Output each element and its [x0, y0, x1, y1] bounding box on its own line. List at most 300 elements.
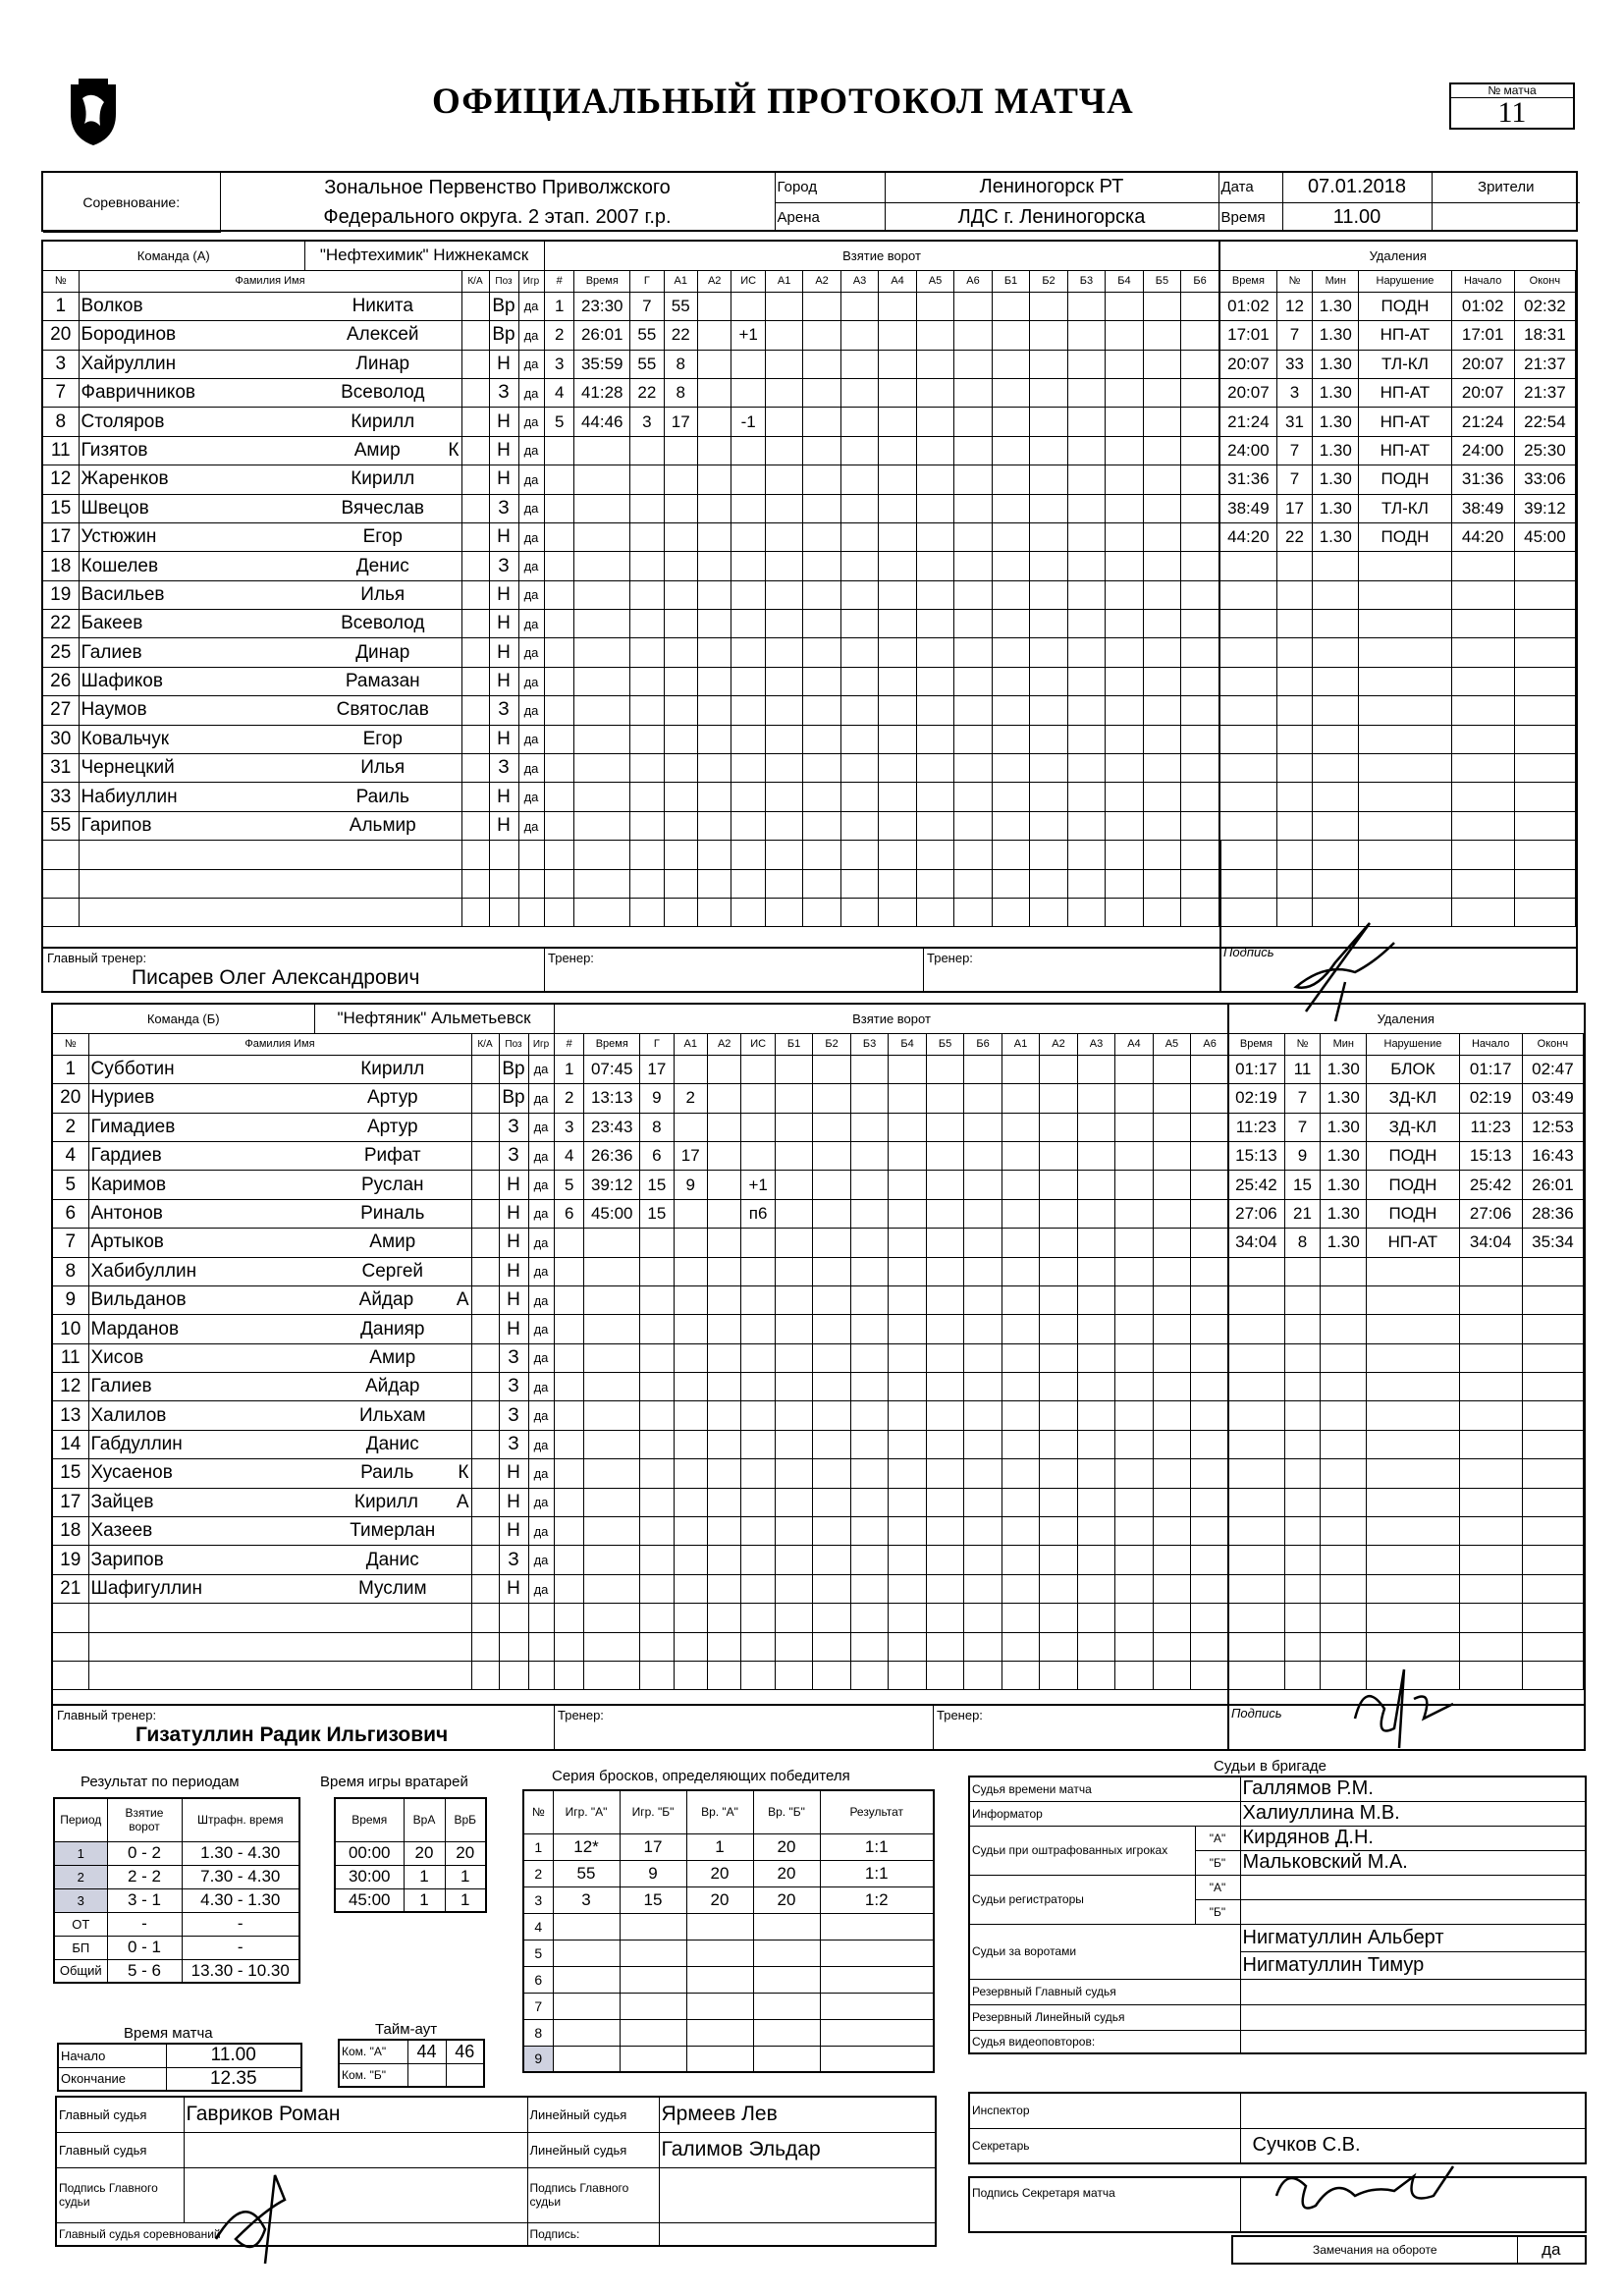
pen-col: Начало	[1451, 270, 1514, 292]
goal-cell	[1181, 350, 1219, 378]
goal-cell	[889, 1141, 926, 1170]
goalie-cell: 45:00	[335, 1888, 404, 1912]
penalty-cell: 45:00	[1514, 522, 1575, 551]
penalty-cell: 1.30	[1313, 292, 1359, 320]
player-first-name: Кирилл А	[314, 1488, 471, 1516]
goal-cell	[1115, 1055, 1153, 1083]
shootout-cell: 1	[523, 1833, 553, 1860]
player-pos	[489, 899, 518, 927]
player-no: 8	[43, 408, 79, 436]
goal-cell	[1181, 321, 1219, 350]
goal-cell: 5	[555, 1171, 584, 1199]
informer: Халиуллина М.В.	[1240, 1801, 1586, 1826]
penalty-row	[1220, 436, 1576, 465]
goal-cell: 17	[640, 1055, 674, 1083]
shootout-cell	[620, 1966, 686, 1993]
goal-cell	[1001, 1113, 1039, 1141]
goal-row	[555, 1401, 1229, 1430]
timeout-a-2: 46	[446, 2040, 484, 2063]
penalty-cell: 02:47	[1522, 1055, 1583, 1083]
player-last-name	[79, 869, 304, 898]
goal-cell: 1	[545, 292, 574, 320]
goal-row	[545, 725, 1219, 753]
reserve-main-label: Резервный Главный судья	[969, 1979, 1240, 2004]
player-no: 21	[53, 1574, 88, 1603]
goal-cell	[697, 378, 731, 407]
shootout-row	[523, 1966, 934, 1993]
player-played	[518, 899, 544, 927]
goal-cell	[964, 1171, 1001, 1199]
penalty-cell: 1.30	[1321, 1055, 1367, 1083]
goal-cell	[1067, 292, 1105, 320]
goal-col: А1	[1001, 1033, 1039, 1055]
pen-col: Нарушение	[1367, 1033, 1459, 1055]
player-first-name: Алексей	[304, 321, 461, 350]
player-last-name: Зарипов	[88, 1546, 314, 1574]
player-last-name: Галиев	[88, 1373, 314, 1401]
goal-cell	[697, 350, 731, 378]
goal-cell	[765, 408, 802, 436]
player-played: да	[528, 1199, 554, 1228]
team-b-goals	[554, 1005, 1271, 1690]
penalty-cell: 16:43	[1522, 1141, 1583, 1170]
penalty-row	[1228, 1285, 1584, 1314]
penalty-cell: 1.30	[1313, 350, 1359, 378]
goal-cell: 5	[545, 408, 574, 436]
player-pos	[499, 1632, 528, 1661]
player-last-name: Набиуллин	[79, 783, 304, 811]
shootout-cell: 17	[620, 1833, 686, 1860]
penalty-cell: 17	[1276, 494, 1312, 522]
player-first-name: Айдар А	[314, 1285, 471, 1314]
goalie-cell: 1	[404, 1865, 445, 1888]
player-pos: З	[499, 1401, 528, 1430]
pen-col: Оконч	[1514, 270, 1575, 292]
reg-b-tag: "Б"	[1195, 1899, 1240, 1924]
shootout-row	[523, 1886, 934, 1913]
player-last-name: Чернецкий	[79, 754, 304, 783]
goalies-title: Время игры вратарей	[320, 1774, 468, 1790]
player-played: да	[518, 350, 544, 378]
player-pos: З	[489, 754, 518, 783]
time-label: Время	[1218, 202, 1282, 232]
goal-row	[545, 869, 1219, 898]
goal-cell: 7	[630, 292, 664, 320]
shootout-cell: 9	[523, 2046, 553, 2072]
player-last-name: Васильев	[79, 580, 304, 609]
penalty-cell: 20:07	[1220, 378, 1277, 407]
pen-col: Время	[1220, 270, 1277, 292]
goal-cell	[954, 321, 992, 350]
penalty-cell: 21:24	[1451, 408, 1514, 436]
player-pos: З	[499, 1141, 528, 1170]
player-pos: Н	[489, 436, 518, 465]
goal-cell	[1115, 1171, 1153, 1199]
player-row	[43, 292, 544, 320]
goal-col: А1	[664, 270, 697, 292]
shootout-cell: 1:1	[820, 1833, 934, 1860]
goal-cell: 15	[640, 1199, 674, 1228]
goal-cell	[707, 1141, 740, 1170]
team_a-name: "Нефтехимик" Нижнекамск	[304, 242, 544, 270]
goal-cell: 26:36	[584, 1141, 640, 1170]
player-row	[43, 350, 544, 378]
col-igr: Игр	[528, 1033, 554, 1055]
player-row	[43, 408, 544, 436]
goalie-cell: 1	[445, 1865, 486, 1888]
player-first-name	[304, 899, 461, 927]
player-last-name: Наумов	[79, 696, 304, 725]
player-last-name: Гардиев	[88, 1141, 314, 1170]
player-no: 7	[53, 1229, 88, 1257]
penalty-cell: 7	[1276, 321, 1312, 350]
goal-cell	[1067, 378, 1105, 407]
shootout-cell	[820, 1966, 934, 1993]
player-ka: А	[456, 1491, 469, 1512]
goal-cell	[992, 350, 1029, 378]
goal-cell: 15	[640, 1171, 674, 1199]
player-last-name: Гарипов	[79, 811, 304, 840]
player-row	[53, 1199, 554, 1228]
shootout-cell	[553, 2019, 620, 2046]
goal-col: А2	[803, 270, 840, 292]
penalty-cell: 38:49	[1451, 494, 1514, 522]
pens-title: Удаления	[1228, 1005, 1584, 1033]
shootout-cell: 20	[753, 1833, 820, 1860]
goal-cell	[1191, 1171, 1229, 1199]
penalty-row	[1220, 841, 1576, 869]
player-played: да	[528, 1315, 554, 1343]
penalty-cell: 21:37	[1514, 350, 1575, 378]
player-last-name: Жаренков	[79, 465, 304, 494]
penalty-cell: 9	[1284, 1141, 1320, 1170]
player-pos: З	[489, 494, 518, 522]
player-first-name: Всеволод	[304, 378, 461, 407]
player-last-name: Артыков	[88, 1229, 314, 1257]
penalty-row	[1220, 321, 1576, 350]
player-no: 18	[43, 552, 79, 580]
penbox-b: Мальковский М.А.	[1240, 1850, 1586, 1875]
col-no: №	[53, 1033, 88, 1055]
shootout-cell	[753, 2046, 820, 2072]
period-pens-col: Штрафн. время	[182, 1798, 299, 1841]
goal-cell: 07:45	[584, 1055, 640, 1083]
goal-col: Б2	[1030, 270, 1067, 292]
goal-cell	[1077, 1171, 1114, 1199]
player-row	[43, 494, 544, 522]
player-no: 6	[53, 1199, 88, 1228]
shootout-cell	[686, 1940, 753, 1966]
player-last-name	[79, 841, 304, 869]
penalty-cell: 7	[1276, 465, 1312, 494]
penalty-row	[1228, 1517, 1584, 1546]
goal-cell: 4	[545, 378, 574, 407]
goal-cell	[1067, 408, 1105, 436]
goal-cell: 4	[555, 1141, 584, 1170]
player-pos: Н	[499, 1459, 528, 1488]
player-played: да	[518, 292, 544, 320]
player-no: 10	[53, 1315, 88, 1343]
period-col: Период	[54, 1798, 107, 1841]
secretary: Сучков С.В.	[1240, 2128, 1586, 2163]
player-last-name	[79, 899, 304, 927]
goal-row	[545, 754, 1219, 783]
penalty-row	[1228, 1574, 1584, 1603]
goal-cell	[926, 1055, 963, 1083]
player-row	[53, 1546, 554, 1574]
player-last-name: Гимадиев	[88, 1113, 314, 1141]
col-name: Фамилия Имя	[88, 1033, 471, 1055]
player-no: 27	[43, 696, 79, 725]
penalty-cell: 1.30	[1321, 1113, 1367, 1141]
penalty-cell: 1.30	[1321, 1199, 1367, 1228]
penalty-cell: ПОДН	[1367, 1171, 1459, 1199]
goal-cell	[916, 408, 953, 436]
player-last-name: Хазеев	[88, 1517, 314, 1546]
goal-cell: 22	[630, 378, 664, 407]
penalty-cell: 15:13	[1228, 1141, 1285, 1170]
penalty-cell: НП-АТ	[1367, 1229, 1459, 1257]
timeout-b-2	[446, 2063, 484, 2087]
penalty-cell: НП-АТ	[1359, 378, 1451, 407]
goal-cell: 55	[664, 292, 697, 320]
player-last-name: Бакеев	[79, 610, 304, 638]
team_b-label: Команда (Б)	[53, 1005, 314, 1033]
penalty-row	[1228, 1343, 1584, 1372]
goal-cell	[1001, 1171, 1039, 1199]
goal-cell	[926, 1141, 963, 1170]
player-first-name: Илья	[304, 754, 461, 783]
goal-row	[545, 783, 1219, 811]
goal-col: ИС	[741, 1033, 775, 1055]
player-played: да	[528, 1488, 554, 1516]
goal-col: ИС	[731, 270, 765, 292]
goal-cell	[1077, 1084, 1114, 1113]
goal-cell	[1143, 408, 1180, 436]
team-a-block	[41, 240, 1578, 993]
period-cell: -	[182, 1912, 299, 1936]
goal-col: А1	[674, 1033, 707, 1055]
player-no: 20	[43, 321, 79, 350]
shootout-cell	[753, 2019, 820, 2046]
pen-col: Нарушение	[1359, 270, 1451, 292]
penalty-cell: 02:32	[1514, 292, 1575, 320]
penalty-cell: 25:42	[1459, 1171, 1522, 1199]
goal-cell	[765, 292, 802, 320]
goal-row	[555, 1546, 1229, 1574]
goal-cell	[992, 408, 1029, 436]
team-b-trainer2-label: Тренер:	[937, 1708, 983, 1722]
penalty-cell: 20:07	[1451, 378, 1514, 407]
goals-title: Взятие ворот	[545, 242, 1219, 270]
penalty-cell: 02:19	[1459, 1084, 1522, 1113]
player-row	[43, 580, 544, 609]
period-cell: 13.30 - 10.30	[182, 1959, 299, 1983]
player-first-name: Кирилл	[314, 1055, 471, 1083]
goal-row	[545, 494, 1219, 522]
goal-cell: 23:30	[574, 292, 630, 320]
penalty-row	[1228, 1401, 1584, 1430]
player-row	[43, 754, 544, 783]
goal-col: А5	[1153, 1033, 1190, 1055]
goalie-cell: 1	[404, 1888, 445, 1912]
shootout-cell	[620, 1993, 686, 2019]
penalty-cell: 02:19	[1228, 1084, 1285, 1113]
penbox-a-tag: "А"	[1195, 1826, 1240, 1850]
penalty-cell: 21:24	[1220, 408, 1277, 436]
player-pos: Н	[489, 638, 518, 667]
goal-col: А5	[916, 270, 953, 292]
shootout-cell	[686, 2019, 753, 2046]
player-first-name: Артур	[314, 1084, 471, 1113]
team-a-roster	[43, 242, 544, 927]
goal-col: Время	[574, 270, 630, 292]
arena: ЛДС г. Лениногорска	[885, 202, 1218, 232]
player-row	[53, 1373, 554, 1401]
shootout-cell	[753, 1913, 820, 1940]
player-played	[528, 1662, 554, 1690]
goal-cell: 6	[555, 1199, 584, 1228]
team-b-sign-label: Подпись	[1231, 1706, 1282, 1721]
player-last-name: Хайруллин	[79, 350, 304, 378]
col-no: №	[43, 270, 79, 292]
penalty-cell: 22:54	[1514, 408, 1575, 436]
player-no: 14	[53, 1430, 88, 1458]
shootout-cell: 3	[523, 1886, 553, 1913]
goal-cell: 17	[664, 408, 697, 436]
col-igr: Игр	[518, 270, 544, 292]
remarks-label: Замечания на обороте	[1232, 2236, 1517, 2264]
player-row	[53, 1662, 554, 1690]
player-first-name: Муслим	[314, 1574, 471, 1603]
shootout-cell: 6	[523, 1966, 553, 1993]
goal-cell	[926, 1199, 963, 1228]
goal-col: Б2	[813, 1033, 850, 1055]
shootout-row	[523, 1833, 934, 1860]
shootout-row	[523, 2019, 934, 2046]
player-first-name: Вячеслав	[304, 494, 461, 522]
penalty-cell: 28:36	[1522, 1199, 1583, 1228]
goal-cell	[813, 1055, 850, 1083]
penalty-row	[1228, 1546, 1584, 1574]
goal-cell	[850, 1084, 888, 1113]
player-first-name: Руслан	[314, 1171, 471, 1199]
goal-judge-1: Нигматуллин Альберт	[1240, 1924, 1586, 1951]
goal-row	[555, 1574, 1229, 1603]
goal-row	[555, 1373, 1229, 1401]
penalty-row	[1220, 610, 1576, 638]
player-row	[43, 638, 544, 667]
player-first-name	[314, 1604, 471, 1632]
shootout-cell	[553, 1913, 620, 1940]
goal-cell	[803, 408, 840, 436]
player-first-name	[314, 1632, 471, 1661]
shootout-cell: 20	[753, 1860, 820, 1886]
shootout-col: Результат	[820, 1790, 934, 1833]
penalty-row	[1228, 1373, 1584, 1401]
goal-row	[545, 378, 1219, 407]
goal-cell	[697, 408, 731, 436]
goal-cell: 55	[630, 350, 664, 378]
player-pos: З	[499, 1546, 528, 1574]
penalty-row	[1228, 1199, 1584, 1228]
goal-col: Время	[584, 1033, 640, 1055]
penalty-cell: 22	[1276, 522, 1312, 551]
penalty-cell: 01:02	[1451, 292, 1514, 320]
player-last-name: Халилов	[88, 1401, 314, 1430]
goal-col: Б1	[992, 270, 1029, 292]
player-pos: Н	[489, 610, 518, 638]
goal-cell	[1153, 1055, 1190, 1083]
shootout-col: Вр. "Б"	[753, 1790, 820, 1833]
player-last-name: Фавричников	[79, 378, 304, 407]
goal-cell	[889, 1199, 926, 1228]
player-played: да	[518, 696, 544, 725]
shootout-cell	[620, 2019, 686, 2046]
penalty-cell: 12	[1276, 292, 1312, 320]
penalty-cell: 03:49	[1522, 1084, 1583, 1113]
player-pos: Н	[489, 580, 518, 609]
goal-cell	[964, 1141, 1001, 1170]
player-pos: Вр	[499, 1055, 528, 1083]
goal-cell: 8	[640, 1113, 674, 1141]
player-last-name: Волков	[79, 292, 304, 320]
penalty-row	[1228, 1113, 1584, 1141]
period-cell: 4.30 - 1.30	[182, 1888, 299, 1912]
shootout-row	[523, 2046, 934, 2072]
goal-cell: -1	[731, 408, 765, 436]
date: 07.01.2018	[1282, 173, 1432, 202]
goal-col: Г	[640, 1033, 674, 1055]
col-name: Фамилия Имя	[79, 270, 461, 292]
player-played: да	[528, 1084, 554, 1113]
goal-cell	[889, 1171, 926, 1199]
goal-cell	[731, 292, 765, 320]
player-first-name	[304, 869, 461, 898]
goal-cell	[765, 321, 802, 350]
player-row	[53, 1113, 554, 1141]
player-pos: З	[499, 1343, 528, 1372]
goal-cell: 23:43	[584, 1113, 640, 1141]
goal-col: Б6	[964, 1033, 1001, 1055]
player-played: да	[518, 465, 544, 494]
player-first-name: Егор	[304, 522, 461, 551]
match-number-label: № матча	[1451, 84, 1573, 98]
penalty-cell: ПОДН	[1359, 465, 1451, 494]
penalty-cell: 20:07	[1451, 350, 1514, 378]
player-row	[53, 1343, 554, 1372]
player-played: да	[528, 1113, 554, 1141]
player-no: 1	[43, 292, 79, 320]
secretary-signature	[1267, 2157, 1463, 2235]
penalty-cell: 17:01	[1451, 321, 1514, 350]
player-row	[53, 1315, 554, 1343]
team-a-coach: Писарев Олег Александрович	[132, 966, 420, 989]
player-no	[43, 869, 79, 898]
player-no: 8	[53, 1257, 88, 1285]
penalty-cell: НП-АТ	[1359, 436, 1451, 465]
pen-col: Время	[1228, 1033, 1285, 1055]
player-last-name: Нуриев	[88, 1084, 314, 1113]
period-row	[54, 1959, 299, 1983]
player-no	[53, 1632, 88, 1661]
player-played: да	[528, 1171, 554, 1199]
player-played: да	[528, 1401, 554, 1430]
player-last-name: Ковальчук	[79, 725, 304, 753]
player-first-name: Всеволод	[304, 610, 461, 638]
player-row	[53, 1430, 554, 1458]
shootout-col: Игр. "А"	[553, 1790, 620, 1833]
